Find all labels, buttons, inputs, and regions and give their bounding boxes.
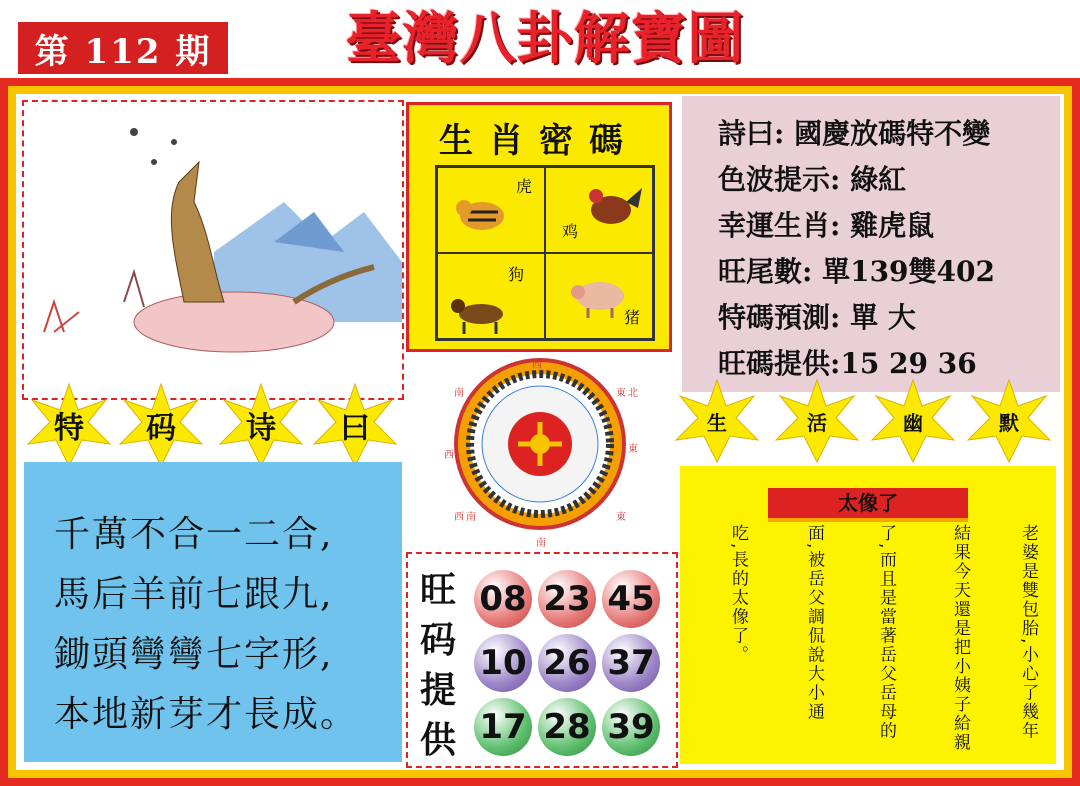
zodiac-label: 猪 <box>623 308 640 327</box>
story-column: 吃,長的太像了。 <box>728 524 748 665</box>
poem-panel <box>24 462 402 762</box>
number-ball: 45 <box>602 570 660 628</box>
compass-label: 南 <box>536 538 546 549</box>
zodiac-title: 生肖密碼 <box>439 121 639 161</box>
story-column: 面,被岳父調侃說大小通 <box>804 524 824 722</box>
compass-label: 西 <box>532 360 542 371</box>
zodiac-label: 鸡 <box>562 222 579 241</box>
number-ball: 26 <box>538 634 596 692</box>
star-char: 生 <box>707 410 727 435</box>
star-char: 幽 <box>903 410 923 435</box>
zodiac-panel <box>406 102 672 352</box>
compass-label: 西 <box>454 512 464 523</box>
star-badge <box>870 378 956 464</box>
numbers-label-char: 提 <box>420 669 457 711</box>
number-ball: 37 <box>602 634 660 692</box>
star-badge <box>118 382 204 468</box>
number-ball: 39 <box>602 698 660 756</box>
star-badge <box>966 378 1052 464</box>
star-badge <box>218 382 304 468</box>
poem-line: 馬后羊前七跟九, <box>54 574 334 615</box>
humor-story-panel <box>680 466 1056 764</box>
info-poem: 詩曰: 國慶放碼特不變 <box>718 117 991 150</box>
zodiac-cell-tiger <box>437 167 545 253</box>
numbers-label-char: 旺 <box>420 569 457 611</box>
poem-line: 鋤頭彎彎七字形, <box>54 634 334 675</box>
compass-label: 南 <box>454 388 464 399</box>
story-title: 太像了 <box>768 488 968 522</box>
info-color-hint: 色波提示: 綠紅 <box>718 163 907 196</box>
number-ball: 10 <box>474 634 532 692</box>
hot-numbers-panel <box>406 552 678 768</box>
rooster-icon <box>576 178 646 238</box>
star-badge <box>674 378 760 464</box>
star-char: 默 <box>999 410 1019 435</box>
illustration-panel <box>22 100 404 400</box>
number-ball: 23 <box>538 570 596 628</box>
compass-label: 南 <box>466 512 476 523</box>
bagua-compass <box>440 356 670 552</box>
star-badge <box>312 382 398 468</box>
info-lucky-zodiac: 幸運生肖: 雞虎鼠 <box>718 209 935 242</box>
zodiac-label: 狗 <box>508 265 525 284</box>
story-column: 老婆是雙包胎,小心了幾年 <box>1018 524 1038 741</box>
zodiac-cell-rooster <box>545 167 653 253</box>
zodiac-cell-dog <box>437 253 545 339</box>
dog-icon <box>446 288 516 338</box>
poem-line: 本地新芽才長成。 <box>54 694 359 735</box>
numbers-label-char: 码 <box>420 619 457 661</box>
star-char: 活 <box>807 410 827 435</box>
star-char: 曰 <box>340 411 370 446</box>
crocodile-illustration <box>24 102 402 398</box>
zodiac-grid <box>435 165 655 341</box>
info-panel <box>682 96 1060 392</box>
poem-line: 千萬不合一二合, <box>54 514 334 555</box>
zodiac-label: 虎 <box>515 177 532 196</box>
info-tail-numbers: 旺尾數: 單139雙402 <box>718 255 995 288</box>
info-hot-numbers: 旺碼提供:15 29 36 <box>718 347 977 380</box>
compass-label: 西 <box>444 450 454 461</box>
number-ball: 28 <box>538 698 596 756</box>
star-badge <box>26 382 112 468</box>
compass-label: 東 <box>616 512 626 523</box>
number-ball: 17 <box>474 698 532 756</box>
page-title: 臺灣八卦解寶圖 <box>345 6 745 72</box>
issue-number: 第 112 期 <box>18 22 228 74</box>
story-column: 結果今天還是把小姨子給親 <box>950 524 970 752</box>
star-char: 码 <box>146 411 176 446</box>
star-char: 诗 <box>246 411 276 446</box>
compass-label: 東 <box>628 444 638 455</box>
numbers-label-char: 供 <box>420 719 457 761</box>
zodiac-cell-pig <box>545 253 653 339</box>
story-column: 了,而且是當著岳父岳母的 <box>876 524 896 741</box>
tiger-icon <box>452 184 512 244</box>
compass-label: 東 <box>616 388 626 399</box>
info-prediction: 特碼預測: 單 大 <box>718 301 916 334</box>
star-badge <box>774 378 860 464</box>
compass-label: 北 <box>628 388 638 399</box>
star-char: 特 <box>54 411 84 446</box>
number-ball: 08 <box>474 570 532 628</box>
